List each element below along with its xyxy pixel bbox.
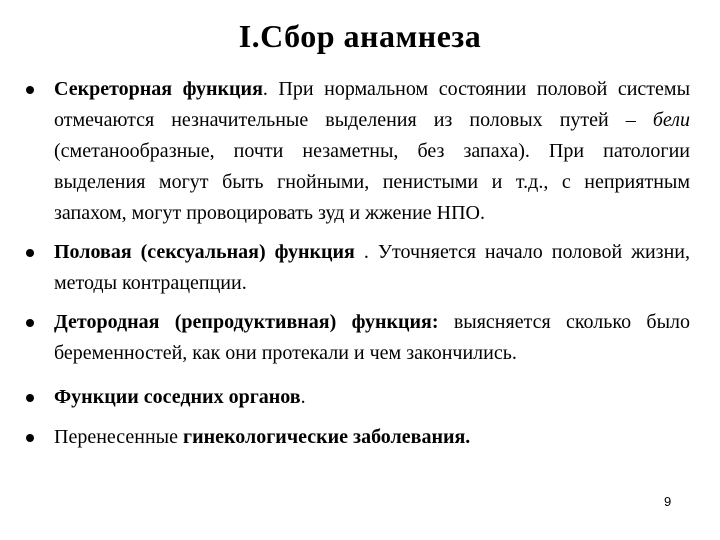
bullet-dot-icon <box>26 319 34 327</box>
bullet-item-secretory <box>22 74 690 229</box>
bullet-item-diseases <box>22 422 690 453</box>
item-heading: Детородная (репродуктивная) функция: <box>54 311 439 333</box>
item-text: . При нормальном состоянии половой системы отмечаются незначительные выделения из половых путей – <box>54 78 691 131</box>
item-text: выясняется сколько было беременностей, как они протекали и чем закончились. <box>54 311 690 364</box>
item-heading: гинекологические заболевания. <box>183 426 471 448</box>
slide-title: I.Сбор анамнеза <box>238 18 482 54</box>
item-italic-term: бели <box>652 109 690 131</box>
bullet-item-reproductive <box>22 307 690 369</box>
bullet-dot-icon <box>26 394 34 402</box>
bullet-item-sexual <box>22 237 690 299</box>
bullet-item-adjacent-organs <box>22 382 690 413</box>
bullet-dot-icon <box>26 249 34 257</box>
item-text: Перенесенные <box>54 426 183 448</box>
page-number: 9 <box>664 494 672 509</box>
bullet-list <box>22 74 690 453</box>
item-text: . <box>300 386 306 408</box>
bullet-dot-icon <box>26 434 34 442</box>
item-heading: Функции соседних органов <box>54 386 301 408</box>
item-text-continued: (сметанообразные, почти незаметны, без запаха). При патологии выделения могут быть гнойными, пенистыми и т.д., с неприятным запахом, могут провоцировать зуд и жжение НПО. <box>54 140 690 224</box>
item-heading: Секреторная функция <box>54 78 263 100</box>
bullet-dot-icon <box>26 86 34 94</box>
item-text: . Уточняется начало половой жизни, методы контрацепции. <box>54 241 690 294</box>
item-heading: Половая (сексуальная) функция <box>54 241 355 263</box>
